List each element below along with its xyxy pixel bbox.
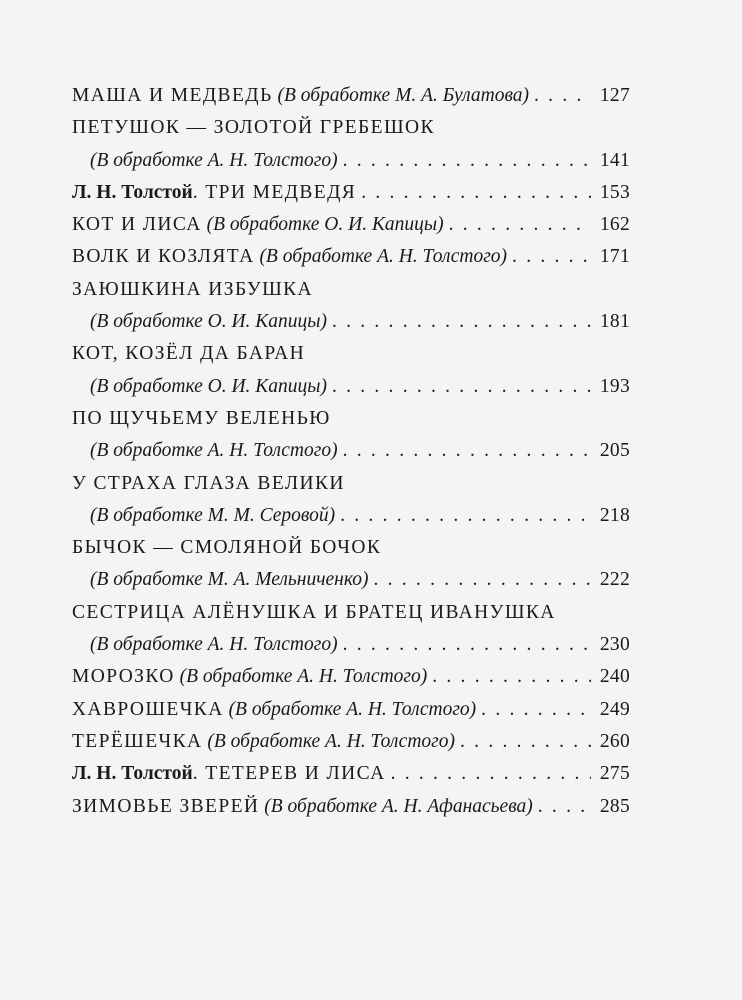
entry-title: КОТ И ЛИСА <box>72 214 202 236</box>
page-number: 181 <box>599 311 630 333</box>
toc-entry <box>72 145 630 177</box>
dot-leader <box>373 564 591 596</box>
toc-entry <box>72 435 630 467</box>
entry-note: (В обработке М. М. Серовой) <box>90 504 336 526</box>
dot-leader <box>512 241 591 273</box>
page-number: 240 <box>599 666 630 688</box>
entry-title: ВОЛК И КОЗЛЯТА <box>72 246 255 268</box>
page-number: 218 <box>599 504 630 526</box>
toc-entry-title-line <box>72 468 630 500</box>
toc-entry-title-line <box>72 338 630 370</box>
page-number: 162 <box>599 214 630 236</box>
toc-entry <box>72 661 630 693</box>
entry-note: (В обработке А. Н. Толстого) <box>207 730 456 752</box>
entry-title: ТЕРЁШЕЧКА <box>72 730 203 752</box>
toc-entry <box>72 209 630 241</box>
toc-entry-title-line <box>72 112 630 144</box>
entry-title: . ТРИ МЕДВЕДЯ <box>192 181 357 203</box>
entry-note: (В обработке О. И. Капицы) <box>90 311 327 333</box>
entry-title: . ТЕТЕРЕВ И ЛИСА <box>192 763 386 785</box>
dot-leader <box>343 145 591 177</box>
dot-leader <box>481 694 591 726</box>
toc-entry-title-line <box>72 274 630 306</box>
dot-leader <box>391 758 591 790</box>
page-number: 285 <box>599 795 630 817</box>
toc-entry <box>72 758 630 790</box>
page-number: 205 <box>599 440 630 462</box>
page-number: 153 <box>599 181 630 203</box>
entry-title: СЕСТРИЦА АЛЁНУШКА И БРАТЕЦ ИВАНУШКА <box>72 601 556 623</box>
dot-leader <box>361 177 591 209</box>
entry-note: (В обработке М. А. Мельниченко) <box>90 569 369 591</box>
page-number: 171 <box>599 246 630 268</box>
entry-author: Л. Н. Толстой <box>72 181 193 203</box>
dot-leader <box>460 726 591 758</box>
page-number: 127 <box>599 85 630 106</box>
entry-note: (В обработке О. И. Капицы) <box>206 214 444 236</box>
dot-leader <box>343 435 591 467</box>
dot-leader <box>343 629 591 661</box>
page-number: 230 <box>599 634 630 656</box>
entry-title: У СТРАХА ГЛАЗА ВЕЛИКИ <box>72 472 345 494</box>
page-number: 260 <box>599 730 630 752</box>
entry-title: БЫЧОК — СМОЛЯНОЙ БОЧОК <box>72 537 382 559</box>
table-of-contents <box>72 80 630 823</box>
page-number: 141 <box>599 149 630 171</box>
entry-note: (В обработке М. А. Булатова) <box>277 85 530 106</box>
entry-title: ПЕТУШОК — ЗОЛОТОЙ ГРЕБЕШОК <box>72 117 435 139</box>
toc-entry <box>72 694 630 726</box>
entry-note: (В обработке А. Н. Толстого) <box>259 246 508 268</box>
dot-leader <box>332 371 591 403</box>
toc-entry <box>72 306 630 338</box>
toc-entry <box>72 500 630 532</box>
page-number: 249 <box>599 698 630 720</box>
entry-note: (В обработке О. И. Капицы) <box>90 375 327 397</box>
entry-title: ЗАЮШКИНА ИЗБУШКА <box>72 278 314 300</box>
dot-leader <box>332 306 591 338</box>
toc-entry <box>72 564 630 596</box>
entry-title: МАША И МЕДВЕДЬ <box>72 85 273 106</box>
entry-title: ПО ЩУЧЬЕМУ ВЕЛЕНЬЮ <box>72 407 331 429</box>
toc-entry <box>72 177 630 209</box>
page-number: 193 <box>599 375 630 397</box>
toc-entry <box>72 791 630 823</box>
entry-note: (В обработке А. Н. Толстого) <box>90 440 338 462</box>
dot-leader <box>340 500 591 532</box>
entry-title: ХАВРОШЕЧКА <box>72 698 224 720</box>
toc-entry <box>72 629 630 661</box>
toc-entry-title-line <box>72 403 630 435</box>
toc-entry <box>72 726 630 758</box>
toc-entry <box>72 371 630 403</box>
dot-leader <box>432 661 591 693</box>
dot-leader <box>534 80 591 112</box>
entry-title: МОРОЗКО <box>72 666 175 688</box>
page-number: 275 <box>599 763 630 785</box>
entry-note: (В обработке А. Н. Афанасьева) <box>264 795 533 817</box>
entry-title: ЗИМОВЬЕ ЗВЕРЕЙ <box>72 795 260 817</box>
toc-entry-title-line <box>72 532 630 564</box>
toc-entry <box>72 241 630 273</box>
entry-note: (В обработке А. Н. Толстого) <box>90 634 338 656</box>
entry-note: (В обработке А. Н. Толстого) <box>228 698 477 720</box>
entry-note: (В обработке А. Н. Толстого) <box>179 666 428 688</box>
toc-entry <box>72 80 630 112</box>
toc-entry-title-line <box>72 597 630 629</box>
dot-leader <box>538 791 591 823</box>
entry-note: (В обработке А. Н. Толстого) <box>90 149 338 171</box>
page-number: 222 <box>599 569 630 591</box>
dot-leader <box>449 209 591 241</box>
entry-author: Л. Н. Толстой <box>72 763 193 785</box>
entry-title: КОТ, КОЗЁЛ ДА БАРАН <box>72 343 306 365</box>
